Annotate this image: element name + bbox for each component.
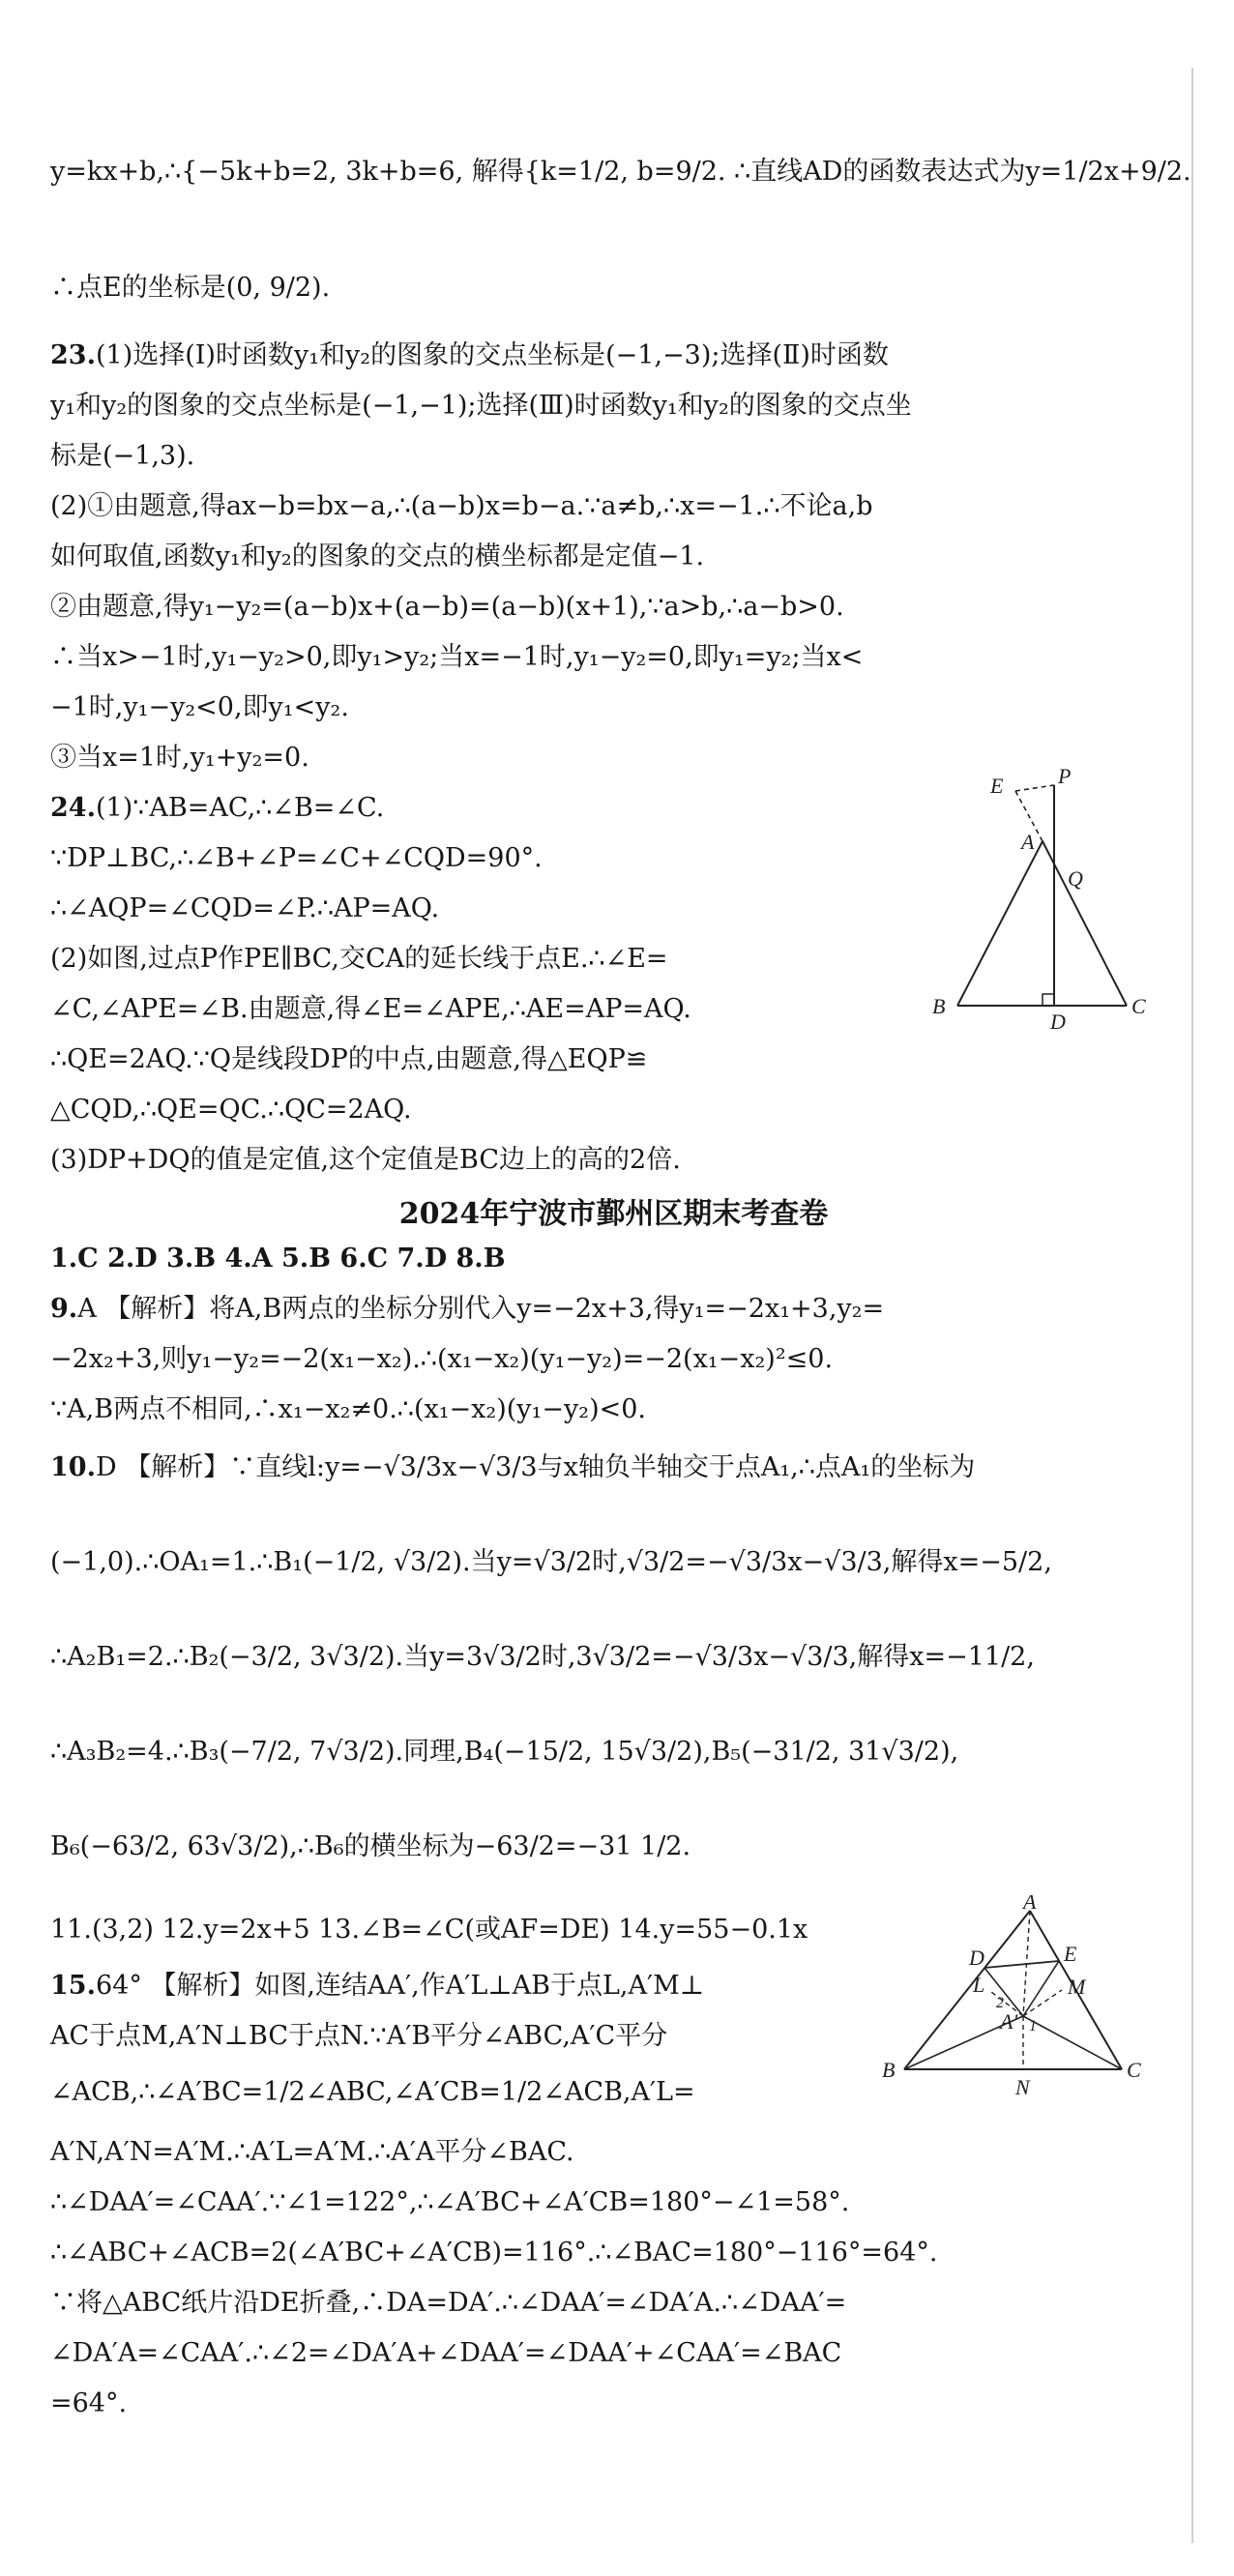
ans-9-line-1 xyxy=(50,1290,884,1329)
ans-15-line-5: ∴∠DAA′=∠CAA′.∵∠1=122°,∴∠A′BC+∠A′CB=180°−∠1=58°. xyxy=(50,2187,850,2217)
ans-15-line-2: AC于点M,A′N⊥BC于点N.∵A′B平分∠ABC,A′C平分 xyxy=(50,2021,668,2051)
q-number: 10. xyxy=(50,1452,96,1482)
label-q: Q xyxy=(1068,866,1083,891)
ans-23-line-1 xyxy=(50,337,889,375)
label-c: C xyxy=(1131,994,1146,1018)
label-e: E xyxy=(1064,1942,1077,1966)
ans-23-line-8: −1时,y₁−y₂<0,即y₁<y₂. xyxy=(50,692,349,722)
ans-15-line-7: ∵将△ABC纸片沿DE折叠,∴DA=DA′.∴∠DAA′=∠DA′A.∴∠DAA′= xyxy=(50,2288,847,2318)
segment-ba xyxy=(904,1911,1030,2069)
label-n: N xyxy=(1015,2075,1030,2099)
ans-23-line-4: (2)①由题意,得ax−b=bx−a,∴(a−b)x=b−a.∵a≠b,∴x=−1.∴不论a,b xyxy=(50,491,873,521)
figure-15-folded-triangle xyxy=(880,1895,1151,2108)
ans-23-line-9: ③当x=1时,y₁+y₂=0. xyxy=(50,743,309,773)
label-a: A xyxy=(1023,1895,1037,1914)
q-number: 23. xyxy=(50,340,96,370)
segment-ac xyxy=(1043,841,1127,1006)
ans-23-line-7: ∴当x>−1时,y₁−y₂>0,即y₁>y₂;当x=−1时,y₁−y₂=0,即y₁=y₂;当x< xyxy=(50,642,864,672)
ans-fill-11-14: 11.(3,2) 12.y=2x+5 13.∠B=∠C(或AF=DE) 14.y=55−0.1x xyxy=(50,1915,808,1945)
section-title: 2024年宁波市鄞州区期末考查卷 xyxy=(398,1197,829,1231)
ans-10-line-1 xyxy=(50,1449,975,1487)
label-b: B xyxy=(882,2058,896,2082)
segment-ba xyxy=(957,841,1043,1006)
line-text: (1)选择(Ⅰ)时函数y₁和y₂的图象的交点坐标是(−1,−3);选择(Ⅱ)时函数 xyxy=(95,340,889,370)
ans-23-line-2: y₁和y₂的图象的交点坐标是(−1,−1);选择(Ⅲ)时函数y₁和y₂的图象的交点坐 xyxy=(50,391,912,421)
q-number: 9. xyxy=(50,1294,78,1324)
ans-10-line-5: B₆(−63/2, 63√3/2),∴B₆的横坐标为−63/2=−31 1/2. xyxy=(50,1831,691,1861)
ans-24-line-4: (2)如图,过点P作PE∥BC,交CA的延长线于点E.∴∠E= xyxy=(50,944,668,974)
label-a-prime: A′ xyxy=(1000,2009,1018,2034)
ans-24-line-5: ∠C,∠APE=∠B.由题意,得∠E=∠APE,∴AE=AP=AQ. xyxy=(50,994,691,1024)
label-a: A xyxy=(1021,830,1035,854)
right-angle-mark xyxy=(1043,994,1054,1006)
segment-de xyxy=(984,1961,1059,1968)
ans-23-line-6: ②由题意,得y₁−y₂=(a−b)x+(a−b)=(a−b)(x+1),∵a>b,∴a−b>0. xyxy=(50,592,844,622)
ans-24-line-1 xyxy=(50,789,384,828)
ans-9-line-2: −2x₂+3,则y₁−y₂=−2(x₁−x₂).∴(x₁−x₂)(y₁−y₂)=−2(x₁−x₂)²≤0. xyxy=(50,1344,834,1374)
ans-15-line-8: ∠DA′A=∠CAA′.∴∠2=∠DA′A+∠DAA′=∠DAA′+∠CAA′=∠BAC xyxy=(50,2338,842,2368)
ans-15-line-3: ∠ACB,∴∠A′BC=1/2∠ABC,∠A′CB=1/2∠ACB,A′L= xyxy=(50,2077,695,2107)
line-text: (1)∵AB=AC,∴∠B=∠C. xyxy=(95,793,385,823)
ans-15-line-9: =64°. xyxy=(50,2388,128,2418)
ans-24-line-7: △CQD,∴QE=QC.∴QC=2AQ. xyxy=(50,1095,412,1125)
q-number: 15. xyxy=(50,1971,96,2001)
label-d: D xyxy=(969,1946,984,1970)
ans-9-line-3: ∵A,B两点不相同,∴x₁−x₂≠0.∴(x₁−x₂)(y₁−y₂)<0. xyxy=(50,1394,646,1424)
ans-23-line-3: 标是(−1,3). xyxy=(50,441,195,471)
label-c: C xyxy=(1127,2058,1141,2082)
ans-10-line-2: (−1,0).∴OA₁=1.∴B₁(−1/2, √3/2).当y=√3/2时,√3/2=−√3/3x−√3/3,解得x=−5/2, xyxy=(50,1547,1052,1577)
ans-10-line-4: ∴A₃B₂=4.∴B₃(−7/2, 7√3/2).同理,B₄(−15/2, 15√3/2),B₅(−31/2, 31√3/2), xyxy=(50,1737,959,1767)
line-text: A 【解析】将A,B两点的坐标分别代入y=−2x+3,得y₁=−2x₁+3,y₂= xyxy=(77,1294,885,1324)
ans-24-line-6: ∴QE=2AQ.∵Q是线段DP的中点,由题意,得△EQP≌ xyxy=(50,1044,648,1074)
label-d: D xyxy=(1050,1010,1066,1034)
label-b: B xyxy=(932,994,946,1018)
ans-15-line-6: ∴∠ABC+∠ACB=2(∠A′BC+∠A′CB)=116°.∴∠BAC=180°−116°=64°. xyxy=(50,2238,938,2268)
ans-23-line-5: 如何取值,函数y₁和y₂的图象的交点的横坐标都是定值−1. xyxy=(50,542,705,571)
ans-15-line-4: A′N,A′N=A′M.∴A′L=A′M.∴A′A平分∠BAC. xyxy=(50,2137,574,2167)
segment-a-prime-m xyxy=(1023,1990,1062,2016)
label-m: M xyxy=(1068,1975,1086,1999)
margin-rule xyxy=(1191,68,1193,2543)
label-l: L xyxy=(973,1973,985,1997)
label-e: E xyxy=(990,774,1004,798)
label-angle-2: 2 xyxy=(996,1995,1004,2011)
q-number: 24. xyxy=(50,793,96,823)
ans-10-line-3: ∴A₂B₁=2.∴B₂(−3/2, 3√3/2).当y=3√3/2时,3√3/2=−√3/3x−√3/3,解得x=−11/2, xyxy=(50,1642,1035,1672)
label-p: P xyxy=(1058,764,1072,788)
segment-ea-prime xyxy=(1023,1961,1059,2016)
ans-24-line-3: ∴∠AQP=∠CQD=∠P.∴AP=AQ. xyxy=(50,893,440,923)
line-text: 64° 【解析】如图,连结AA′,作A′L⊥AB于点L,A′M⊥ xyxy=(95,1971,705,2001)
figure-24-triangle xyxy=(928,764,1151,1035)
line-text: D 【解析】∵直线l:y=−√3/3x−√3/3与x轴负半轴交于点A₁,∴点A₁的坐标为 xyxy=(95,1452,976,1482)
ans-24-line-2: ∵DP⊥BC,∴∠B+∠P=∠C+∠CQD=90°. xyxy=(50,843,543,873)
ans-choice-1-8: 1.C 2.D 3.B 4.A 5.B 6.C 7.D 8.B xyxy=(50,1244,506,1273)
ans-24-line-8: (3)DP+DQ的值是定值,这个定值是BC边上的高的2倍. xyxy=(50,1145,681,1175)
ans-22-system: y=kx+b,∴{−5k+b=2, 3k+b=6, 解得{k=1/2, b=9/2. ∴直线AD的函数表达式为y=1/2x+9/2. xyxy=(50,157,1191,187)
ans-22-point-e: ∴点E的坐标是(0, 9/2). xyxy=(50,273,331,303)
ans-15-line-1 xyxy=(50,1967,704,2005)
label-angle-1: 1 xyxy=(1029,2018,1037,2034)
segment-pe xyxy=(1015,785,1054,791)
